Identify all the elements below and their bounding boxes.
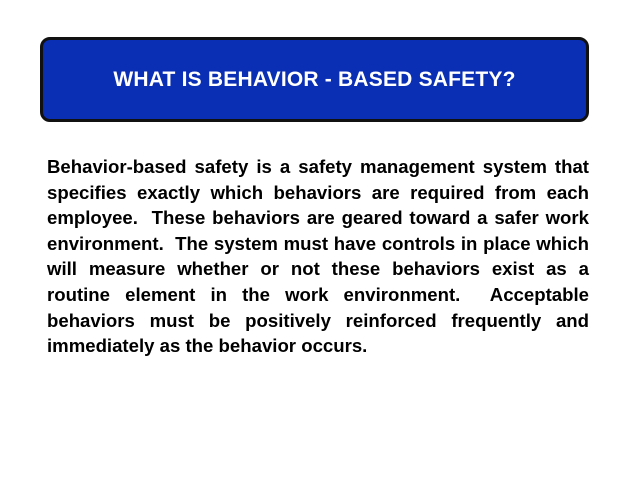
slide-title: WHAT IS BEHAVIOR - BASED SAFETY? [113, 67, 516, 91]
slide-body-paragraph: Behavior-based safety is a safety management system that specifies exactly which behaviors are required from each employee. These behaviors are geared toward a safer work environment. The system must have controls in place which will measure whether or not these behaviors exist as a routine element in the work environment. Acceptable behaviors must be positively reinforced frequently and immediately as the behavior occurs. [47, 156, 595, 357]
title-banner [40, 37, 589, 122]
